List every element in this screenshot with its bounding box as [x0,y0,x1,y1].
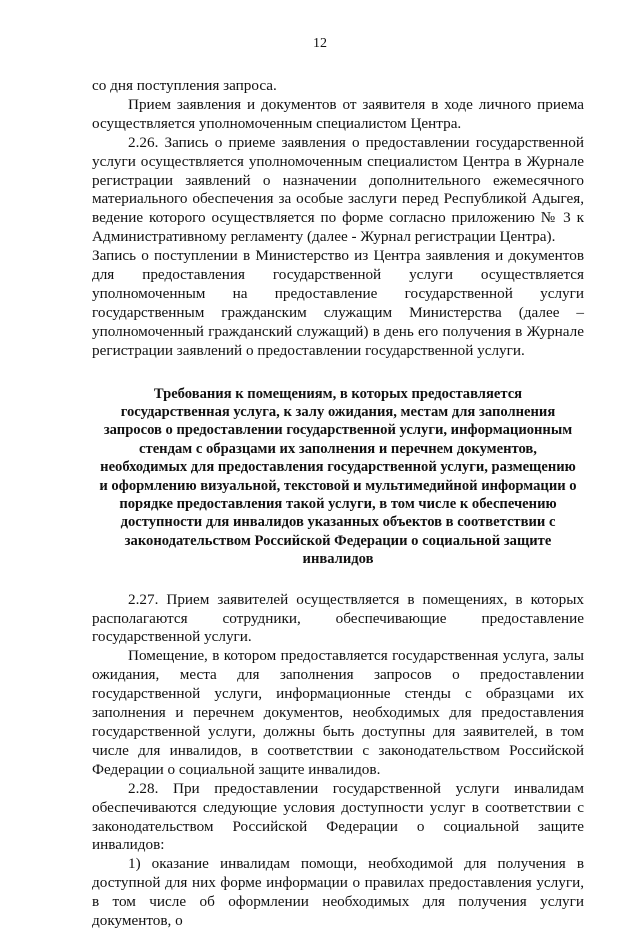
paragraph: Помещение, в котором предоставляется государственная услуга, залы ожидания, места для заполнения запросов о предоставлении государственной услуги, информационные стенды с образцами их заполнения и перечнем документов, необходимых для предоставления государственной услуги, должны быть доступны для заявителей, в том числе для инвалидов, в соответствии с законодательством Российской Федерации о социальной защите инвалидов. [92,647,584,778]
heading-line: порядке предоставления такой услуги, в том числе к обеспечению [119,496,557,513]
paragraph-2-27: 2.27. Прием заявителей осуществляется в помещениях, в которых располагаются сотрудники, обеспечивающие предоставление государственной услуги. [92,590,584,646]
heading-line: и оформлению визуальной, текстовой и мультимедийной информации о [99,477,577,494]
paragraph-2-26: 2.26. Запись о приеме заявления о предоставлении государственной услуги осуществляется уполномоченным специалистом Центра в Журнале регистрации заявлений о назначении дополнительного ежемесячного материального обеспечения за особые заслуги перед Республикой Адыгея, ведение которого осуществляется по форме согласно приложению № 3 к Административному регламенту (далее - Журнал регистрации Центра). [92,133,584,246]
list-item: 1) оказание инвалидам помощи, необходимой для получения в доступной для них форме информации о правилах предоставления услуги, в том числе об оформлении необходимых для получения услуги документов, о [92,855,584,930]
paragraph: Прием заявления и документов от заявителя в ходе личного приема осуществляется уполномоченным специалистом Центра. [92,95,584,132]
heading-line: запросов о предоставлении государственной услуги, информационным [103,422,573,439]
paragraph-2-28: 2.28. При предоставлении государственной услуги инвалидам обеспечиваются следующие условия доступности услуг в соответствии с законодательством Российской Федерации о социальной защите инвалидов: [92,779,584,854]
heading-line: государственная услуга, к залу ожидания, местам для заполнения [120,404,556,420]
paragraph: со дня поступления запроса. [92,77,277,94]
heading-line: законодательством Российской Федерации о социальной защите [124,532,552,549]
section-heading [92,385,584,569]
heading-line: инвалидов [302,551,374,568]
page-body [92,77,584,931]
page-number: 12 [313,36,327,51]
heading-line: Требования к помещениям, в которых предоставляется [153,385,523,402]
paragraph: Запись о поступлении в Министерство из Центра заявления и документов для предоставления государственной услуги осуществляется уполномоченным на предоставление государственной услуги государственным гражданским служащим Министерства (далее – уполномоченный гражданский служащий) в день его получения в Журнале регистрации заявлений о предоставлении государственной услуги. [92,247,584,359]
heading-line: доступности для инвалидов указанных объектов в соответствии с [120,514,556,531]
heading-line: стендам с образцами их заполнения и перечнем документов, [139,440,537,457]
heading-line: необходимых для предоставления государственной услуги, размещению [100,459,576,476]
